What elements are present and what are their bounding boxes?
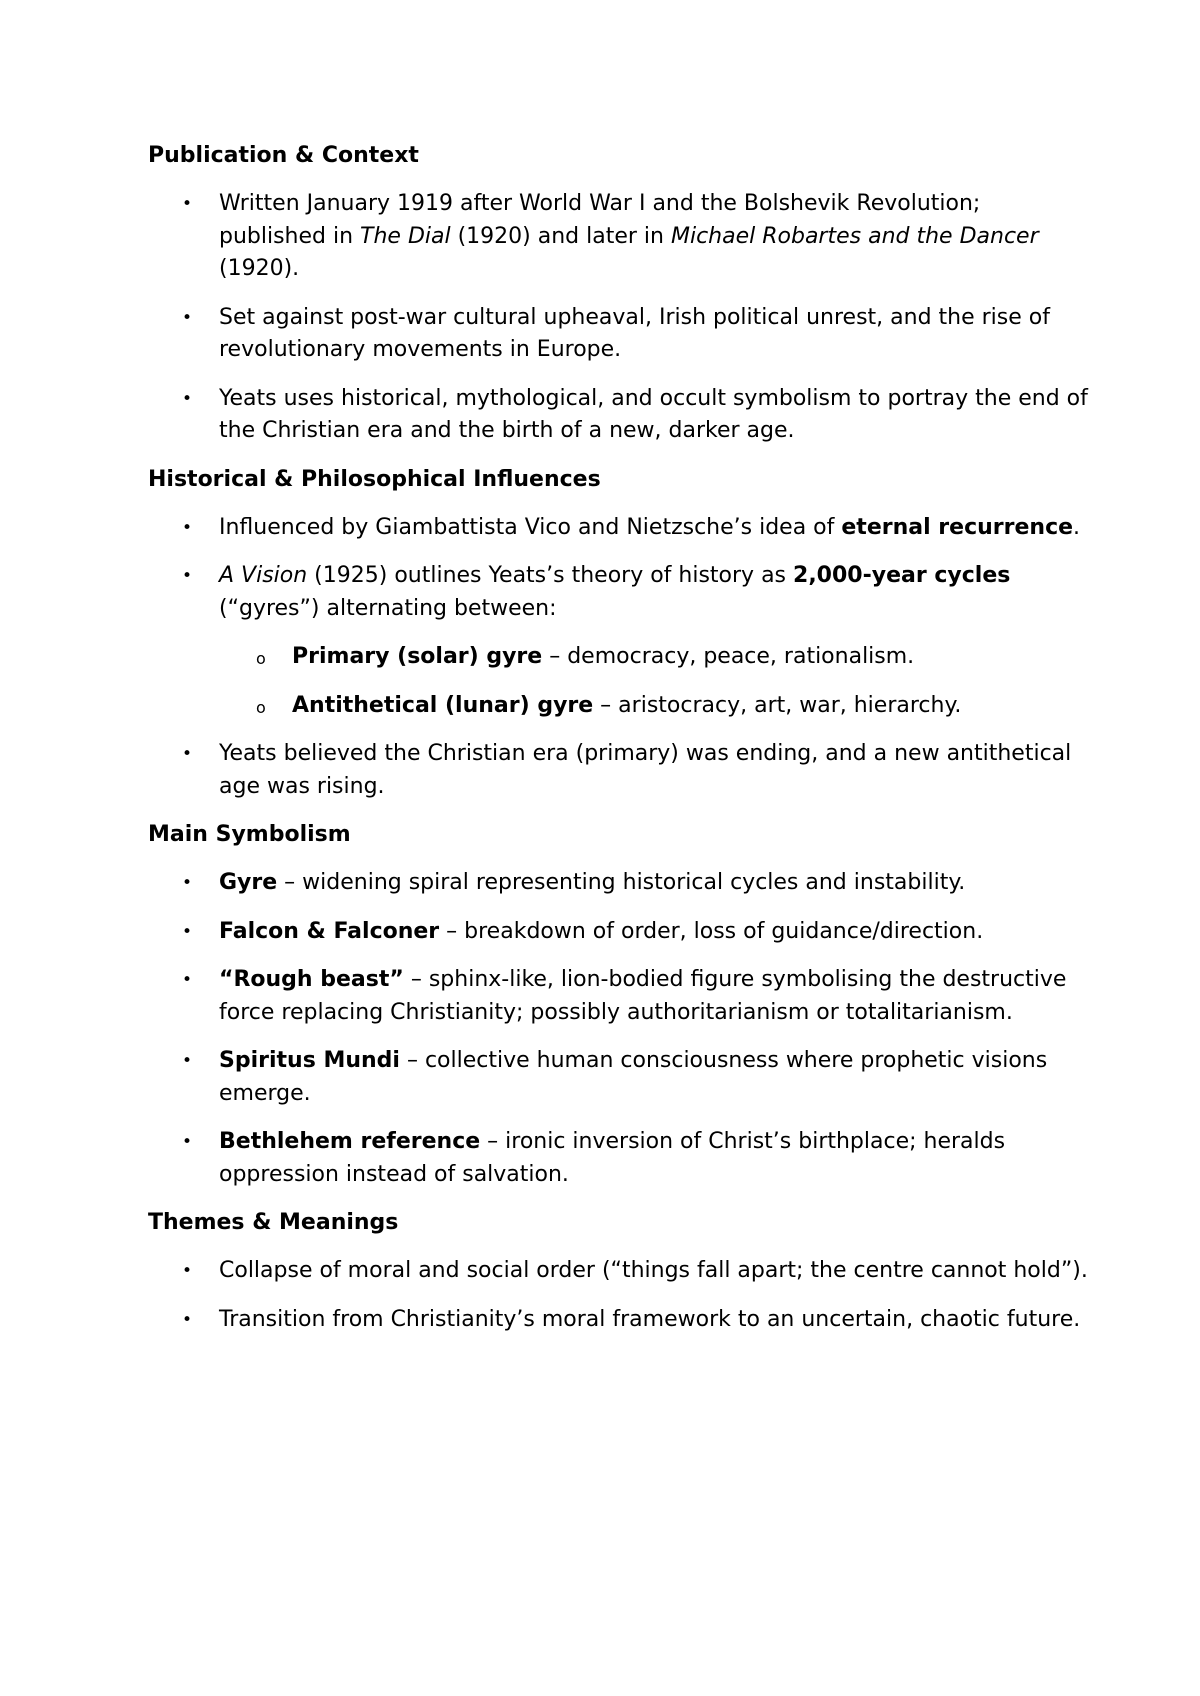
bold-term: eternal recurrence bbox=[841, 514, 1074, 540]
bullet-list bbox=[148, 867, 1088, 1191]
bold-term: 2,000-year cycles bbox=[793, 563, 1011, 588]
bullet-icon: • bbox=[182, 1309, 193, 1330]
bullet-icon: • bbox=[182, 1051, 193, 1071]
section-heading-publication-context: Publication & Context bbox=[148, 143, 419, 168]
bullet-icon: • bbox=[182, 194, 193, 214]
list-item bbox=[148, 1304, 1088, 1337]
item-text: – ironic inversion of Christ’s birthplace; heralds oppression instead of salvation. bbox=[219, 1129, 1006, 1187]
sub-list-item bbox=[148, 641, 1088, 674]
bold-term: Antithetical (lunar) gyre bbox=[292, 692, 594, 718]
bold-term: Gyre bbox=[219, 870, 278, 895]
item-text: Collapse of moral and social order (“things fall apart; the centre cannot hold”). bbox=[219, 1258, 1088, 1283]
document-body bbox=[148, 140, 1088, 1352]
sub-bullet-icon: o bbox=[256, 649, 266, 668]
bold-term: Spiritus Mundi bbox=[219, 1048, 400, 1073]
list-item bbox=[148, 867, 1088, 900]
item-text: – breakdown of order, loss of guidance/direction. bbox=[439, 918, 984, 944]
bold-term: “Rough beast” bbox=[219, 967, 404, 992]
item-text: Influenced by Giambattista Vico and Nietzsche’s idea of bbox=[219, 514, 842, 540]
list-item bbox=[148, 383, 1088, 448]
bold-term: Primary (solar) gyre bbox=[292, 644, 543, 669]
sub-bullet-icon: o bbox=[256, 697, 266, 717]
italic-title: Michael Robartes and the Dancer bbox=[670, 223, 1039, 249]
list-item bbox=[148, 738, 1088, 803]
item-text: Yeats uses historical, mythological, and occult symbolism to portray the end of the Christian era and the birth of a new, darker age. bbox=[219, 385, 1088, 443]
list-item bbox=[148, 1255, 1088, 1288]
section-heading-influences: Historical & Philosophical Influences bbox=[148, 466, 601, 492]
item-text: – sphinx-like, lion-bodied figure symbolising the destructive force replacing Christianity; possibly authoritarianism or totalitarianism. bbox=[219, 967, 1067, 1025]
list-item bbox=[148, 1126, 1088, 1191]
bullet-icon: • bbox=[182, 1261, 193, 1281]
item-text: (1920). bbox=[219, 256, 300, 281]
bullet-icon: • bbox=[182, 921, 193, 942]
bullet-icon: • bbox=[182, 566, 193, 586]
item-text: . bbox=[1073, 514, 1081, 540]
bold-term: Falcon & Falconer bbox=[219, 918, 440, 944]
item-text: – aristocracy, art, war, hierarchy. bbox=[593, 692, 962, 718]
sub-list-item bbox=[148, 690, 1088, 723]
bullet-icon: • bbox=[182, 517, 193, 538]
sub-bullet-list bbox=[148, 641, 1088, 722]
list-item bbox=[148, 1045, 1088, 1110]
italic-title: The Dial bbox=[360, 223, 451, 249]
italic-title: A Vision bbox=[219, 563, 308, 588]
item-text: Set against post-war cultural upheaval, Irish political unrest, and the rise of revolutionary movements in Europe. bbox=[219, 304, 1050, 362]
bullet-icon: • bbox=[182, 744, 193, 764]
item-text: (“gyres”) alternating between: bbox=[219, 595, 557, 621]
bullet-list bbox=[148, 1255, 1088, 1336]
item-text: (1925) outlines Yeats’s theory of history as bbox=[307, 563, 794, 588]
item-text: – widening spiral representing historical cycles and instability. bbox=[277, 870, 966, 895]
bullet-icon: • bbox=[182, 307, 193, 328]
list-item bbox=[148, 302, 1088, 367]
item-text: Yeats believed the Christian era (primary) was ending, and a new antithetical age was rising. bbox=[219, 741, 1072, 799]
item-text: (1920) and later in bbox=[450, 223, 671, 249]
section-heading-main-symbolism: Main Symbolism bbox=[148, 822, 351, 847]
section-heading-themes: Themes & Meanings bbox=[148, 1210, 399, 1235]
list-item bbox=[148, 188, 1088, 286]
bullet-icon: • bbox=[182, 1132, 193, 1152]
list-item bbox=[148, 916, 1088, 949]
bullet-icon: • bbox=[182, 388, 193, 409]
bullet-icon: • bbox=[182, 873, 193, 893]
bullet-list bbox=[148, 188, 1088, 448]
list-item bbox=[148, 512, 1088, 545]
list-item bbox=[148, 964, 1088, 1029]
item-text: Written January 1919 after World War I and the Bolshevik Revolution; published in bbox=[219, 191, 981, 249]
bold-term: Bethlehem reference bbox=[219, 1129, 481, 1154]
item-text: – collective human consciousness where prophetic visions emerge. bbox=[219, 1048, 1048, 1106]
bullet-list bbox=[148, 512, 1088, 804]
list-item bbox=[148, 560, 1088, 722]
item-text: Transition from Christianity’s moral framework to an uncertain, chaotic future. bbox=[219, 1306, 1081, 1332]
item-text: – democracy, peace, rationalism. bbox=[542, 644, 915, 669]
bullet-icon: • bbox=[182, 970, 193, 990]
